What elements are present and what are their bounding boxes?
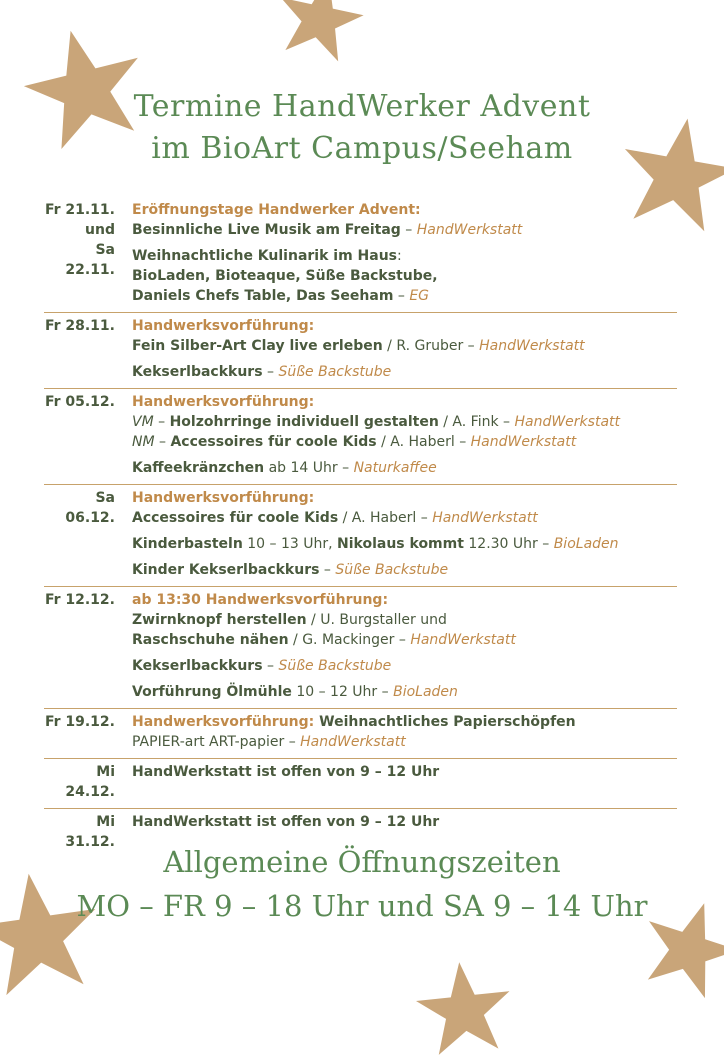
schedule-row [44, 587, 677, 709]
title-line-1: Termine HandWerker Advent [133, 89, 591, 124]
event-title: Accessoires für coole Kids [170, 434, 377, 450]
event-text: : [397, 248, 402, 264]
event-date-line: Sa 22.11. [65, 242, 115, 278]
event-line [132, 762, 677, 782]
event-title: Holzohrringe individuell gestalten [169, 414, 439, 430]
location-label: Süße Backstube [335, 562, 449, 578]
event-date-line: Fr 05.12. [44, 394, 115, 410]
event-line [132, 458, 677, 478]
event-entry [132, 682, 677, 702]
event-line [132, 362, 677, 382]
event-line [132, 316, 677, 336]
event-title: HandWerkstatt ist offen von 9 – 12 Uhr [132, 814, 440, 830]
star-icon [408, 958, 520, 1058]
event-text: / A. Haberl – [338, 510, 433, 526]
opening-hours-times: MO – FR 9 – 18 Uhr und SA 9 – 14 Uhr [76, 889, 648, 923]
event-entry [132, 392, 677, 452]
event-date [44, 762, 132, 802]
event-line [132, 630, 677, 650]
event-line [132, 488, 677, 508]
event-date [44, 590, 132, 702]
event-line [132, 200, 677, 220]
event-line [132, 336, 677, 356]
location-label: HandWerkstatt [470, 434, 577, 450]
event-entry [132, 560, 677, 580]
event-title: Fein Silber-Art Clay live erleben [132, 338, 383, 354]
location-label: BioLaden [553, 536, 619, 552]
event-details [132, 590, 677, 702]
time-of-day-label: NM [132, 434, 155, 450]
event-line [132, 610, 677, 630]
event-title: Kaffeekränzchen [132, 460, 265, 476]
event-details [132, 200, 677, 306]
event-line [132, 732, 677, 752]
event-line [132, 220, 677, 240]
location-label: EG [409, 288, 430, 304]
event-title: Kinderbasteln [132, 536, 243, 552]
event-details [132, 712, 677, 752]
event-text: / A. Fink – [438, 414, 515, 430]
event-title: Kinder Kekserlbackkurs [132, 562, 320, 578]
event-line [132, 560, 677, 580]
event-text: – [153, 414, 170, 430]
schedule-row [44, 313, 677, 389]
event-title: Weihnachtliches Papierschöpfen [314, 714, 576, 730]
event-entry [132, 246, 677, 306]
event-title: Kekserlbackkurs [132, 364, 263, 380]
star-icon [270, 0, 370, 62]
event-date-line: Fr 12.12. [44, 592, 115, 608]
event-date-line: Mi 31.12. [65, 814, 115, 850]
location-label: HandWerkstatt [416, 222, 523, 238]
event-text: – [262, 658, 279, 674]
event-text: / A. Haberl – [376, 434, 471, 450]
section-heading: ab 13:30 Handwerksvorführung: [132, 592, 389, 608]
event-date [44, 316, 132, 382]
schedule-row [44, 485, 677, 587]
schedule-row [44, 759, 677, 809]
event-title: Weihnachtliche Kulinarik im Haus [132, 248, 398, 264]
event-details [132, 392, 677, 478]
event-title: Kekserlbackkurs [132, 658, 263, 674]
event-line [132, 246, 677, 266]
event-entry [132, 200, 677, 240]
event-title: Raschschuhe nähen [132, 632, 289, 648]
event-text: – [154, 434, 171, 450]
event-title: Vorführung Ölmühle [132, 684, 292, 700]
section-heading: Eröffnungstage Handwerker Advent: [132, 202, 421, 218]
event-text: 10 – 13 Uhr, [242, 536, 338, 552]
event-title: BioLaden, Bioteaque, Süße Backstube, [132, 268, 438, 284]
event-text: / U. Burgstaller und [306, 612, 447, 628]
event-date-line: Fr 28.11. [44, 318, 115, 334]
event-text: – [262, 364, 279, 380]
event-text: / G. Mackinger – [288, 632, 411, 648]
event-title: Nikolaus kommt [337, 536, 464, 552]
event-entry [132, 488, 677, 528]
time-of-day-label: VM [132, 414, 154, 430]
event-date [44, 200, 132, 306]
event-entry [132, 812, 677, 832]
event-entry [132, 762, 677, 782]
event-line [132, 812, 677, 832]
opening-hours [0, 840, 724, 928]
section-heading: Handwerksvorführung: [132, 490, 315, 506]
event-title: HandWerkstatt ist offen von 9 – 12 Uhr [132, 764, 440, 780]
location-label: Süße Backstube [278, 364, 392, 380]
event-date-line: und [85, 222, 115, 238]
event-text: PAPIER-art ART-papier – [132, 734, 301, 750]
event-entry [132, 656, 677, 676]
title-line-2: im BioArt Campus/Seeham [151, 131, 573, 166]
location-label: Süße Backstube [278, 658, 392, 674]
location-label: HandWerkstatt [410, 632, 516, 648]
page-title [0, 86, 724, 170]
schedule-row [44, 389, 677, 485]
section-heading: Handwerksvorführung: [132, 714, 315, 730]
event-line [132, 508, 677, 528]
event-text: / R. Gruber – [382, 338, 480, 354]
event-text: 10 – 12 Uhr – [291, 684, 394, 700]
event-schedule [44, 197, 677, 858]
event-title: Besinnliche Live Musik am Freitag [132, 222, 401, 238]
event-line [132, 682, 677, 702]
location-label: Naturkaffee [353, 460, 437, 476]
event-entry [132, 316, 677, 356]
section-heading: Handwerksvorführung: [132, 394, 315, 410]
schedule-row [44, 709, 677, 759]
event-text: 12.30 Uhr – [463, 536, 554, 552]
location-label: HandWerkstatt [432, 510, 538, 526]
event-entry [132, 590, 677, 650]
event-date-line: Fr 19.12. [44, 714, 115, 730]
event-line [132, 534, 677, 554]
event-entry [132, 712, 677, 752]
location-label: HandWerkstatt [300, 734, 406, 750]
event-date-line: Fr 21.11. [44, 202, 115, 218]
location-label: BioLaden [393, 684, 458, 700]
event-date-line: Mi 24.12. [65, 764, 115, 800]
event-line [132, 656, 677, 676]
event-line [132, 412, 677, 432]
event-details [132, 316, 677, 382]
location-label: HandWerkstatt [479, 338, 585, 354]
event-text: ab 14 Uhr – [264, 460, 354, 476]
event-details [132, 762, 677, 802]
event-line [132, 712, 677, 732]
opening-hours-heading: Allgemeine Öffnungszeiten [163, 845, 561, 879]
event-title: Daniels Chefs Table, Das Seeham [132, 288, 394, 304]
event-line [132, 392, 677, 412]
event-line [132, 432, 677, 452]
event-entry [132, 362, 677, 382]
event-title: Accessoires für coole Kids [132, 510, 339, 526]
event-date [44, 488, 132, 580]
event-entry [132, 534, 677, 554]
schedule-row [44, 197, 677, 313]
event-date [44, 392, 132, 478]
event-text: – [393, 288, 410, 304]
event-date-line: Sa 06.12. [65, 490, 115, 526]
event-title: Zwirnknopf herstellen [132, 612, 307, 628]
event-entry [132, 458, 677, 478]
location-label: HandWerkstatt [514, 414, 620, 430]
event-date [44, 712, 132, 752]
section-heading: Handwerksvorführung: [132, 318, 315, 334]
event-details [132, 488, 677, 580]
event-line [132, 266, 677, 286]
event-line [132, 286, 677, 306]
event-text: – [319, 562, 336, 578]
event-line [132, 590, 677, 610]
event-text: – [400, 222, 417, 238]
